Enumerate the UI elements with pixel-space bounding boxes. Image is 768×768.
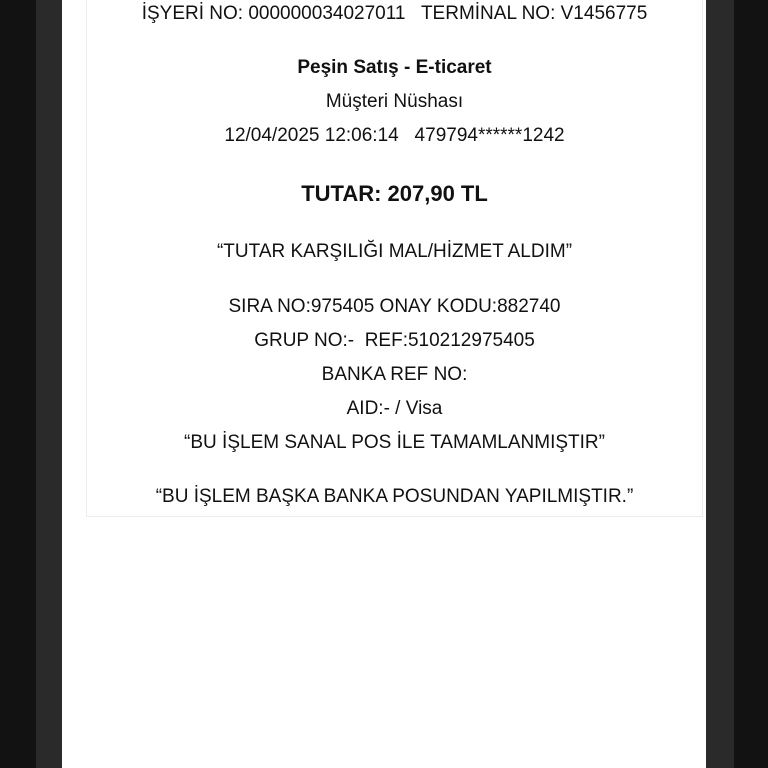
right-border-strip bbox=[706, 0, 734, 768]
left-border-strip bbox=[36, 0, 62, 768]
amount: TUTAR: 207,90 TL bbox=[301, 181, 488, 206]
merchant-terminal-line: İŞYERİ NO: 000000034027011 TERMİNAL NO: V1456775 bbox=[141, 3, 648, 24]
group-ref: GRUP NO:- REF:510212975405 bbox=[254, 330, 535, 351]
aid: AID:- / Visa bbox=[346, 398, 443, 419]
datetime-card-number: 12/04/2025 12:06:14 479794******1242 bbox=[224, 125, 565, 146]
sequence-approval: SIRA NO:975405 ONAY KODU:882740 bbox=[228, 296, 561, 317]
other-bank-note: “BU İŞLEM BAŞKA BANKA POSUNDAN YAPILMIŞTIR.” bbox=[155, 486, 634, 507]
acknowledgement: “TUTAR KARŞILIĞI MAL/HİZMET ALDIM” bbox=[216, 241, 573, 262]
bank-ref: BANKA REF NO: bbox=[321, 364, 468, 385]
transaction-type: Peşin Satış - E-ticaret bbox=[297, 57, 492, 78]
copy-type: Müşteri Nüshası bbox=[325, 91, 464, 112]
virtual-pos-note: “BU İŞLEM SANAL POS İLE TAMAMLANMIŞTIR” bbox=[184, 432, 605, 453]
